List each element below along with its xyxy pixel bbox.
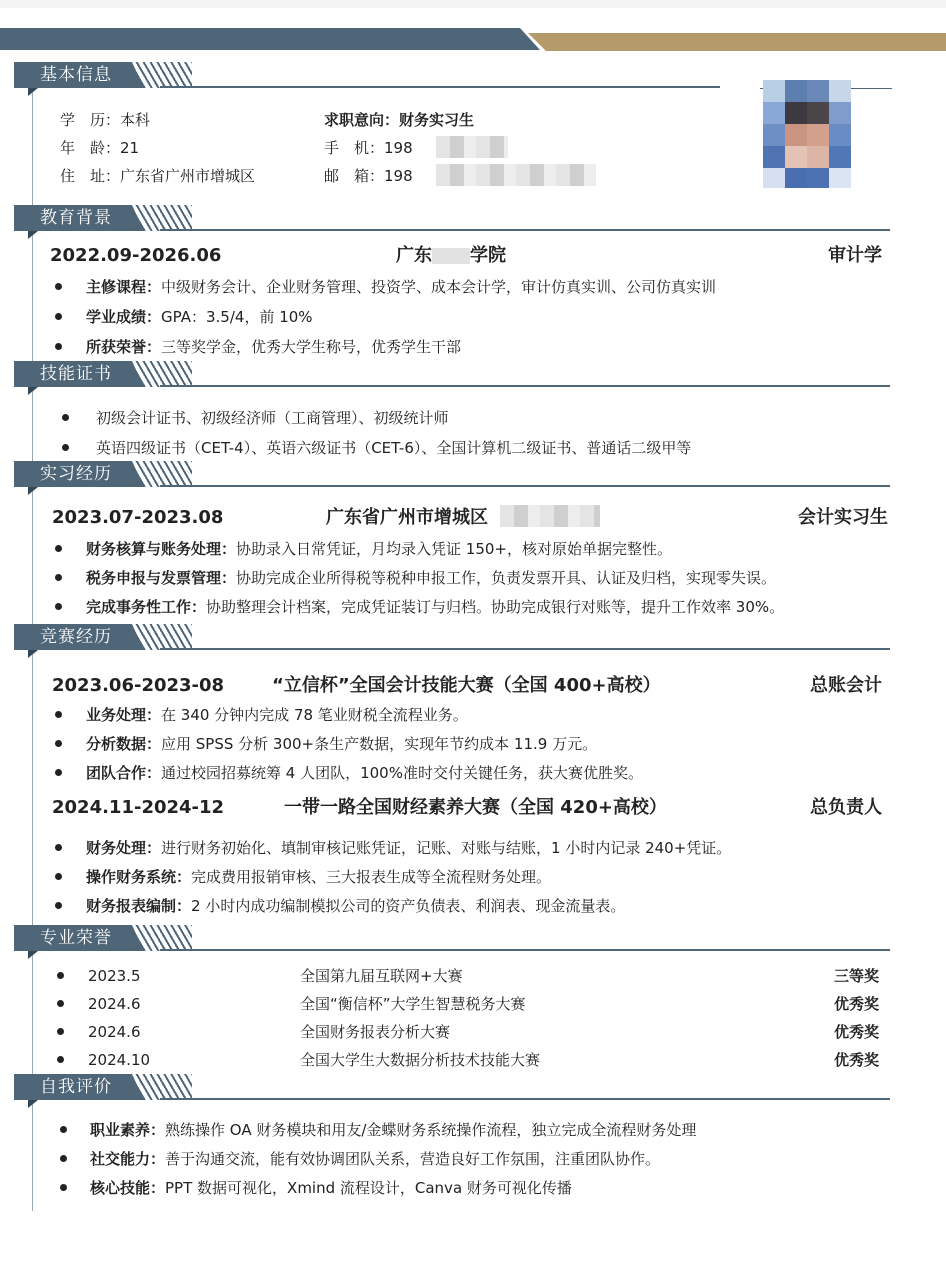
bullet — [55, 711, 62, 718]
bullet — [62, 444, 69, 451]
internship-period: 2023.07-2023.08 — [52, 507, 224, 528]
honor-date: 2024.6 — [88, 995, 141, 1013]
company-name: 广东省广州市增城区 — [326, 507, 488, 528]
bullet — [60, 1184, 67, 1191]
header-band-dark — [0, 28, 540, 50]
age — [60, 139, 139, 157]
company-redaction — [500, 505, 600, 527]
competition-period: 2023.06-2023-08 — [52, 675, 225, 696]
list-item — [86, 706, 468, 724]
list-item — [86, 764, 643, 782]
field-value: 财务实习生 — [399, 111, 475, 129]
list-item — [86, 735, 597, 753]
list-item — [86, 868, 551, 886]
item-text: 通过校园招募统筹 4 人团队，100%准时交付关键任务，获大赛优胜奖。 — [161, 764, 643, 782]
item-text: PPT 数据可视化，Xmind 流程设计，Canva 财务可视化传播 — [165, 1179, 572, 1197]
honor-name: 全国“衡信杯”大学生智慧税务大赛 — [300, 995, 526, 1013]
bullet — [57, 1056, 64, 1063]
bullet — [55, 603, 62, 610]
item-label: 社交能力： — [90, 1150, 166, 1168]
item-label: 操作财务系统： — [86, 868, 192, 886]
section-header — [14, 624, 196, 650]
section-title: 技能证书 — [40, 364, 112, 384]
section-title: 自我评价 — [40, 1077, 112, 1097]
school-name-part: 广东 — [396, 245, 432, 266]
list-item — [86, 338, 461, 356]
field-label: 邮 箱： — [324, 167, 385, 185]
bullet — [57, 1028, 64, 1035]
bullet — [55, 283, 62, 290]
honor-date: 2024.10 — [88, 1051, 151, 1069]
education-level — [60, 111, 150, 129]
header-band-gold — [528, 33, 946, 51]
section-header — [14, 461, 196, 487]
section-rule — [160, 485, 890, 487]
bullet — [57, 1000, 64, 1007]
section-header — [14, 1074, 196, 1100]
job-intention — [324, 111, 474, 129]
item-label: 业务处理： — [86, 706, 162, 724]
item-label: 所获荣誉： — [86, 338, 162, 356]
honor-date: 2024.6 — [88, 1023, 141, 1041]
item-text: 在 340 分钟内完成 78 笔业财税全流程业务。 — [161, 706, 468, 724]
honor-award: 优秀奖 — [834, 1023, 880, 1041]
field-label: 学 历： — [60, 111, 121, 129]
item-label: 主修课程： — [86, 278, 162, 296]
education-period: 2022.09-2026.06 — [50, 245, 222, 266]
bullet — [55, 574, 62, 581]
honor-name: 全国财务报表分析大赛 — [300, 1023, 451, 1041]
bullet — [57, 972, 64, 979]
honor-award: 优秀奖 — [834, 1051, 880, 1069]
section-header — [14, 361, 196, 387]
email-redaction — [436, 164, 596, 186]
section-rule — [160, 229, 890, 231]
honor-award: 优秀奖 — [834, 995, 880, 1013]
bullet — [55, 545, 62, 552]
competition-period: 2024.11-2024-12 — [52, 797, 225, 818]
field-value: 广东省广州市增城区 — [120, 167, 256, 185]
school-name-part: 学院 — [470, 245, 506, 266]
bullet — [62, 414, 69, 421]
item-text: 协助完成企业所得税等税种申报工作，负责发票开具、认证及归档，实现零失误。 — [236, 569, 777, 587]
section-rule — [160, 648, 890, 650]
item-label: 分析数据： — [86, 735, 162, 753]
competition-name: “立信杯”全国会计技能大赛（全国 400+高校） — [272, 675, 661, 696]
item-text: 中级财务会计、企业财务管理、投资学、成本会计学，审计仿真实训、公司仿真实训 — [161, 278, 717, 296]
section-header — [14, 62, 196, 88]
item-label: 财务核算与账务处理： — [86, 540, 237, 558]
bullet — [55, 313, 62, 320]
phone-redaction — [436, 136, 508, 158]
bullet — [55, 343, 62, 350]
section-header — [14, 925, 196, 951]
list-item — [86, 308, 313, 326]
field-label: 住 址： — [60, 167, 121, 185]
bullet — [60, 1126, 67, 1133]
item-text: 三等奖学金，优秀大学生称号，优秀学生干部 — [161, 338, 462, 356]
item-label: 团队合作： — [86, 764, 162, 782]
section-title: 竞赛经历 — [40, 627, 112, 647]
list-item — [86, 540, 672, 558]
item-label: 财务处理： — [86, 839, 162, 857]
field-value: 198 — [384, 167, 413, 185]
internship-role: 会计实习生 — [798, 507, 888, 528]
school-redaction — [432, 248, 470, 264]
list-item — [90, 1150, 660, 1168]
item-text: 进行财务初始化、填制审核记账凭证，记账、对账与结账，1 小时内记录 240+凭证。 — [161, 839, 732, 857]
phone — [324, 139, 413, 157]
item-label: 完成事务性工作： — [86, 598, 207, 616]
competition-role: 总账会计 — [810, 675, 882, 696]
field-label: 手 机： — [324, 139, 385, 157]
address — [60, 167, 255, 185]
item-text: 协助录入日常凭证，月均录入凭证 150+，核对原始单据完整性。 — [236, 540, 672, 558]
bullet — [55, 740, 62, 747]
item-label: 学业成绩： — [86, 308, 162, 326]
bullet — [55, 902, 62, 909]
item-label: 职业素养： — [90, 1121, 166, 1139]
section-header — [14, 205, 196, 231]
section-title: 实习经历 — [40, 464, 112, 484]
item-text: 协助整理会计档案，完成凭证装订与归档。协助完成银行对账等，提升工作效率 30%。 — [206, 598, 785, 616]
honor-date: 2023.5 — [88, 967, 141, 985]
field-label: 求职意向： — [324, 111, 400, 129]
section-title: 基本信息 — [40, 65, 112, 85]
field-label: 年 龄： — [60, 139, 121, 157]
avatar — [763, 80, 851, 188]
section-rule — [160, 949, 890, 951]
list-item — [86, 839, 731, 857]
section-rule — [160, 385, 890, 387]
list-item — [90, 1179, 572, 1197]
item-label: 核心技能： — [90, 1179, 166, 1197]
field-value: 21 — [120, 139, 140, 157]
section-title: 教育背景 — [40, 208, 112, 228]
list-item — [86, 278, 716, 296]
list-item — [86, 598, 784, 616]
list-item: 英语四级证书（CET-4）、英语六级证书（CET-6）、全国计算机二级证书、普通话二级甲等 — [96, 439, 692, 457]
email — [324, 167, 413, 185]
major: 审计学 — [828, 245, 882, 266]
bullet — [60, 1155, 67, 1162]
section-rule — [160, 1098, 890, 1100]
item-label: 税务申报与发票管理： — [86, 569, 237, 587]
list-item — [86, 897, 625, 915]
item-text: 善于沟通交流，能有效协调团队关系，营造良好工作氛围，注重团队协作。 — [165, 1150, 661, 1168]
field-value: 本科 — [120, 111, 151, 129]
honor-award: 三等奖 — [834, 967, 880, 985]
item-text: 熟练操作 OA 财务模块和用友/金蝶财务系统操作流程，独立完成全流程财务处理 — [165, 1121, 697, 1139]
item-label: 财务报表编制： — [86, 897, 192, 915]
section-title: 专业荣誉 — [40, 928, 112, 948]
section-rule — [160, 86, 720, 88]
list-item — [90, 1121, 696, 1139]
item-text: GPA：3.5/4，前 10% — [161, 308, 313, 326]
page-top-edge — [0, 0, 946, 8]
list-item: 初级会计证书、初级经济师（工商管理）、初级统计师 — [96, 409, 449, 427]
item-text: 完成费用报销审核、三大报表生成等全流程财务处理。 — [191, 868, 552, 886]
bullet — [55, 769, 62, 776]
honor-name: 全国第九届互联网+大赛 — [300, 967, 463, 985]
competition-role: 总负责人 — [810, 797, 882, 818]
bullet — [55, 873, 62, 880]
field-value: 198 — [384, 139, 413, 157]
item-text: 应用 SPSS 分析 300+条生产数据，实现年节约成本 11.9 万元。 — [161, 735, 598, 753]
bullet — [55, 844, 62, 851]
item-text: 2 小时内成功编制模拟公司的资产负债表、利润表、现金流量表。 — [191, 897, 626, 915]
list-item — [86, 569, 776, 587]
honor-name: 全国大学生大数据分析技术技能大赛 — [300, 1051, 541, 1069]
competition-name: 一带一路全国财经素养大赛（全国 420+高校） — [284, 797, 667, 818]
school-name — [396, 245, 506, 267]
